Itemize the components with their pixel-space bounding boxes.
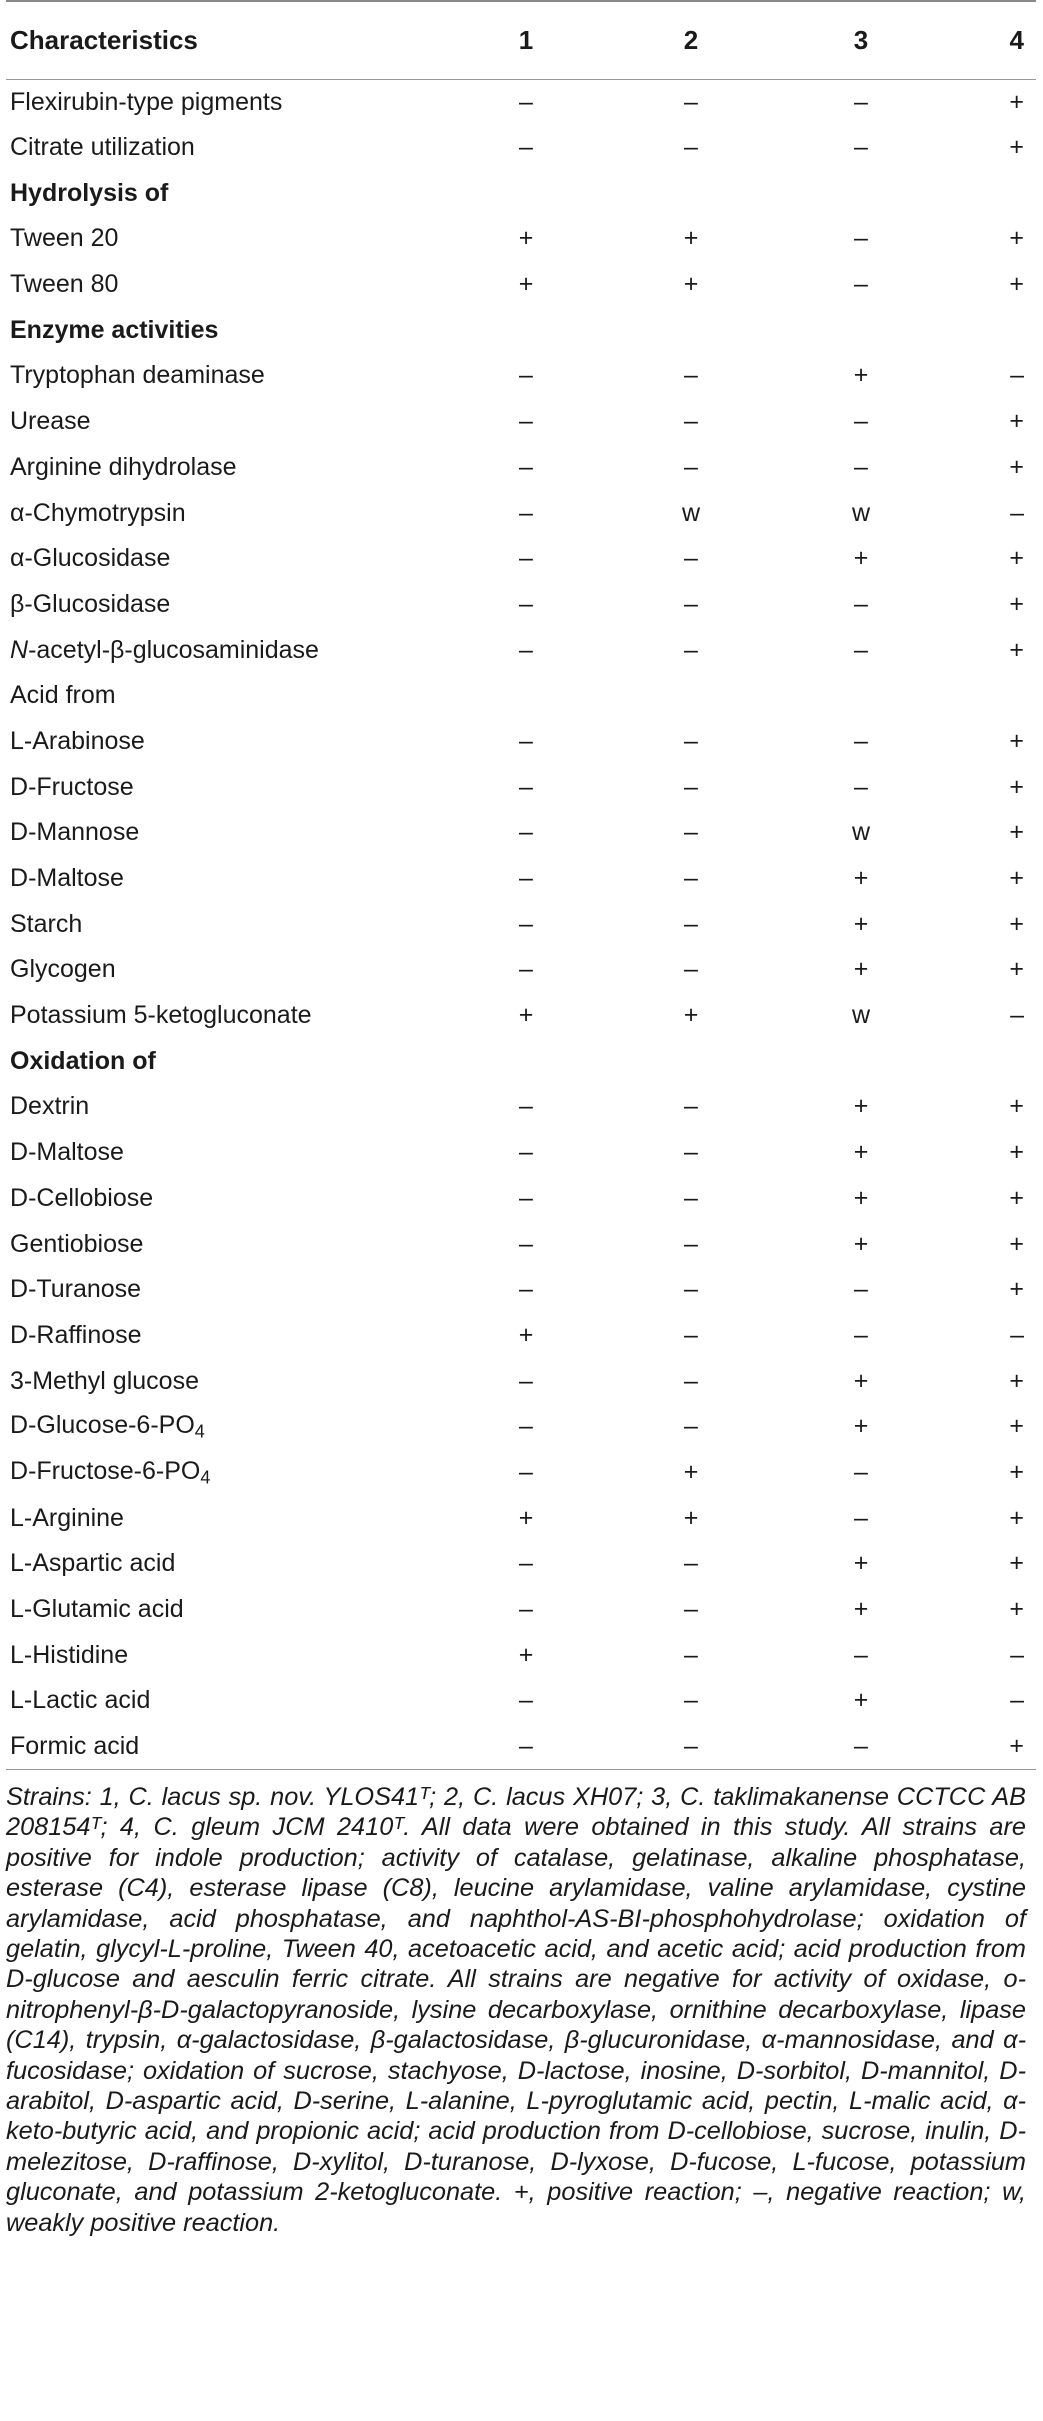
row-label xyxy=(6,216,446,262)
cell-strain-3: + xyxy=(853,1092,869,1121)
label-text: -Maltose xyxy=(28,1138,124,1167)
cell-strain-1: + xyxy=(518,1640,534,1669)
label-prefix: D xyxy=(10,772,29,801)
cell-strain-2: – xyxy=(684,1366,698,1395)
cell-strain-1: – xyxy=(519,772,533,801)
cell-strain-3: + xyxy=(853,544,869,573)
cell-strain-2: – xyxy=(684,909,698,938)
row-label xyxy=(6,1038,1036,1084)
cell-strain-2: – xyxy=(684,407,698,436)
table-row xyxy=(6,856,1036,902)
cell-strain-1: – xyxy=(519,1092,533,1121)
row-label xyxy=(6,719,446,765)
table-row xyxy=(6,1176,1036,1222)
cell-strain-1: – xyxy=(519,864,533,893)
header-strain-3: 3 xyxy=(853,24,869,55)
cell-strain-2: – xyxy=(684,726,698,755)
label-text: Formic acid xyxy=(10,1731,140,1760)
cell-strain-3: + xyxy=(853,1549,869,1578)
row-label xyxy=(6,856,446,902)
table-row xyxy=(6,1587,1036,1633)
label-text: -Glucose-6-PO xyxy=(28,1411,195,1440)
cell-strain-3: + xyxy=(853,361,869,390)
table-row xyxy=(6,1313,1036,1359)
table-row xyxy=(6,490,1036,536)
row-label xyxy=(6,1587,446,1633)
table-row xyxy=(6,1724,1036,1770)
cell-strain-3: – xyxy=(854,726,868,755)
label-text: Hydrolysis of xyxy=(10,178,169,207)
cell-strain-4: + xyxy=(1009,1092,1024,1121)
row-label xyxy=(6,1678,446,1724)
table-row xyxy=(6,1678,1036,1724)
table-row xyxy=(6,764,1036,810)
cell-strain-3: – xyxy=(854,1731,868,1760)
label-prefix: D xyxy=(10,1456,29,1485)
cell-strain-3: + xyxy=(853,1686,869,1715)
cell-strain-2: – xyxy=(684,1092,698,1121)
cell-strain-1: – xyxy=(519,818,533,847)
cell-strain-4: + xyxy=(1009,1503,1024,1532)
table-row xyxy=(6,993,1036,1039)
label-text: Flexirubin-type pigments xyxy=(10,87,283,116)
label-text: Dextrin xyxy=(10,1092,90,1121)
row-label xyxy=(6,125,446,171)
table-row xyxy=(6,627,1036,673)
table-row xyxy=(6,1450,1036,1496)
label-text: 3-Methyl glucose xyxy=(10,1366,199,1395)
cell-strain-2: + xyxy=(683,1503,699,1532)
row-label xyxy=(6,582,446,628)
cell-strain-4: + xyxy=(1009,133,1024,162)
cell-strain-4: + xyxy=(1009,1366,1024,1395)
cell-strain-1: – xyxy=(519,498,533,527)
cell-strain-3: w xyxy=(851,818,871,847)
cell-strain-4: + xyxy=(1009,452,1024,481)
table-row xyxy=(6,262,1036,308)
cell-strain-3: – xyxy=(854,270,868,299)
cell-strain-1: – xyxy=(519,1275,533,1304)
cell-strain-3: + xyxy=(853,1595,869,1624)
table-row xyxy=(6,445,1036,491)
cell-strain-1: – xyxy=(519,1595,533,1624)
cell-strain-4: + xyxy=(1009,1595,1024,1624)
label-prefix: L xyxy=(10,1503,24,1532)
table-row xyxy=(6,399,1036,445)
cell-strain-4: – xyxy=(1010,1001,1024,1030)
row-label xyxy=(6,353,446,399)
cell-strain-2: – xyxy=(684,1183,698,1212)
label-text: Glycogen xyxy=(10,955,116,984)
row-label xyxy=(6,262,446,308)
label-text: -Aspartic acid xyxy=(23,1549,176,1578)
label-prefix: D xyxy=(10,818,29,847)
row-label xyxy=(6,1450,446,1496)
table-row xyxy=(6,947,1036,993)
row-label xyxy=(6,1404,446,1450)
cell-strain-3: – xyxy=(854,407,868,436)
label-subscript: 4 xyxy=(200,1467,211,1488)
row-label xyxy=(6,810,446,856)
cell-strain-1: – xyxy=(519,589,533,618)
row-label xyxy=(6,1495,446,1541)
cell-strain-2: – xyxy=(684,1275,698,1304)
table-row xyxy=(6,1404,1036,1450)
cell-strain-3: – xyxy=(854,772,868,801)
cell-strain-2: – xyxy=(684,955,698,984)
label-text: Enzyme activities xyxy=(10,315,219,344)
row-label xyxy=(6,1313,446,1359)
characteristics-table xyxy=(6,0,1036,1770)
cell-strain-2: – xyxy=(684,133,698,162)
table-row xyxy=(6,810,1036,856)
row-label xyxy=(6,1724,446,1770)
cell-strain-4: + xyxy=(1009,407,1024,436)
cell-strain-3: – xyxy=(854,224,868,253)
cell-strain-1: + xyxy=(518,224,534,253)
cell-strain-4: + xyxy=(1009,1275,1024,1304)
row-label xyxy=(6,536,446,582)
label-text: -acetyl-β-glucosaminidase xyxy=(28,635,319,664)
table-row xyxy=(6,1130,1036,1176)
cell-strain-3: – xyxy=(854,589,868,618)
cell-strain-4: – xyxy=(1010,1320,1024,1349)
cell-strain-1: – xyxy=(519,1138,533,1167)
label-text: -Arabinose xyxy=(23,726,145,755)
cell-strain-2: – xyxy=(684,452,698,481)
label-prefix: D xyxy=(10,1138,29,1167)
cell-strain-3: w xyxy=(851,498,871,527)
cell-strain-2: – xyxy=(684,1731,698,1760)
cell-strain-3: – xyxy=(854,1503,868,1532)
table-footnote: Strains: 1, C. lacus sp. nov. YLOS41ᵀ; 2, C. lacus XH07; 3, C. taklimakanense CCTCC AB 208154ᵀ; 4, C. gleum JCM 2410ᵀ. All data were obtained in this study. All strains are positive for indole production; activity of catalase, gelatinase, alkaline phosphatase, esterase (C4), esterase lipase (C8), leucine arylamidase, valine arylamidase, cystine arylamidase, acid phosphatase, and naphthol-AS-BI-phosphohydrolase; oxidation of gelatin, glycyl-L-proline, Tween 40, acetoacetic acid, and acetic acid; acid production from D-glucose and aesculin ferric citrate. All strains are negative for activity of oxidase, o-nitrophenyl-β-D-galactopyranoside, lysine decarboxylase, ornithine decarboxylase, lipase (C14), trypsin, α-galactosidase, β-galactosidase, β-glucuronidase, α-mannosidase, and α-fucosidase; oxidation of sucrose, stachyose, D-lactose, inosine, D-sorbitol, D-mannitol, D-arabitol, D-aspartic acid, D-serine, L-alanine, L-pyroglutamic acid, pectin, L-malic acid, α-keto-butyric acid, and propionic acid; acid production from D-cellobiose, sucrose, inulin, D-melezitose, D-raffinose, D-xylitol, D-turanose, D-lyxose, D-fucose, L-fucose, potassium gluconate, and potassium 2-ketogluconate. +, positive reaction; –, negative reaction; w, weakly positive reaction. xyxy=(6,1782,1026,2237)
cell-strain-2: + xyxy=(683,270,699,299)
header-strain-2: 2 xyxy=(683,24,699,55)
row-label xyxy=(6,307,1036,353)
row-label xyxy=(6,993,446,1039)
table-row xyxy=(6,1495,1036,1541)
cell-strain-4: + xyxy=(1009,589,1024,618)
cell-strain-2: – xyxy=(684,1229,698,1258)
cell-strain-1: – xyxy=(519,1686,533,1715)
section-row xyxy=(6,307,1036,353)
cell-strain-1: – xyxy=(519,407,533,436)
label-text: Tween 80 xyxy=(10,270,119,299)
label-text: Starch xyxy=(10,909,83,938)
table-row xyxy=(6,536,1036,582)
label-text: Potassium 5-ketogluconate xyxy=(10,1001,312,1030)
row-label xyxy=(6,490,446,536)
cell-strain-4: + xyxy=(1009,270,1024,299)
label-prefix: D xyxy=(10,1275,29,1304)
row-label xyxy=(6,673,1036,719)
cell-strain-2: + xyxy=(683,1457,699,1486)
table-row xyxy=(6,1358,1036,1404)
label-prefix: D xyxy=(10,1183,29,1212)
cell-strain-2: – xyxy=(684,589,698,618)
cell-strain-1: – xyxy=(519,909,533,938)
cell-strain-4: + xyxy=(1009,1412,1024,1441)
label-text: Urease xyxy=(10,407,91,436)
label-prefix: L xyxy=(10,1595,24,1624)
cell-strain-4: + xyxy=(1009,955,1024,984)
cell-strain-1: – xyxy=(519,544,533,573)
cell-strain-3: – xyxy=(854,87,868,116)
label-text: α-Glucosidase xyxy=(10,544,171,573)
cell-strain-4: – xyxy=(1010,498,1024,527)
table-row xyxy=(6,1084,1036,1130)
table-row xyxy=(6,719,1036,765)
table-row xyxy=(6,1267,1036,1313)
cell-strain-4: – xyxy=(1010,361,1024,390)
cell-strain-4: + xyxy=(1009,224,1024,253)
table-row xyxy=(6,353,1036,399)
cell-strain-4: + xyxy=(1009,772,1024,801)
row-label xyxy=(6,1267,446,1313)
label-prefix: D xyxy=(10,1411,29,1440)
header-strain-1: 1 xyxy=(518,24,534,55)
cell-strain-4: + xyxy=(1009,1549,1024,1578)
cell-strain-1: – xyxy=(519,1183,533,1212)
label-prefix: N xyxy=(10,635,29,664)
cell-strain-3: + xyxy=(853,1366,869,1395)
cell-strain-1: – xyxy=(519,1457,533,1486)
label-text: -Histidine xyxy=(23,1640,129,1669)
table-row xyxy=(6,1632,1036,1678)
cell-strain-4: + xyxy=(1009,87,1024,116)
cell-strain-2: – xyxy=(684,864,698,893)
row-label xyxy=(6,1176,446,1222)
table-body xyxy=(6,79,1036,1769)
cell-strain-1: – xyxy=(519,1366,533,1395)
cell-strain-3: + xyxy=(853,1412,869,1441)
header-characteristics: Characteristics xyxy=(10,24,198,55)
row-label xyxy=(6,947,446,993)
cell-strain-1: – xyxy=(519,726,533,755)
row-label xyxy=(6,901,446,947)
cell-strain-4: + xyxy=(1009,1183,1024,1212)
table-row xyxy=(6,901,1036,947)
table-header xyxy=(6,1,1036,79)
table-row xyxy=(6,673,1036,719)
label-text: -Raffinose xyxy=(28,1320,142,1349)
cell-strain-3: + xyxy=(853,1183,869,1212)
cell-strain-1: – xyxy=(519,1731,533,1760)
label-prefix: L xyxy=(10,1686,24,1715)
cell-strain-2: – xyxy=(684,818,698,847)
label-text: -Fructose-6-PO xyxy=(28,1456,201,1485)
cell-strain-2: – xyxy=(684,87,698,116)
cell-strain-2: – xyxy=(684,1595,698,1624)
table-row xyxy=(6,1541,1036,1587)
section-row xyxy=(6,1038,1036,1084)
label-text: β-Glucosidase xyxy=(10,589,171,618)
cell-strain-2: + xyxy=(683,224,699,253)
cell-strain-3: – xyxy=(854,1320,868,1349)
cell-strain-1: – xyxy=(519,452,533,481)
cell-strain-3: – xyxy=(854,1457,868,1486)
label-prefix: D xyxy=(10,1320,29,1349)
cell-strain-4: – xyxy=(1010,1640,1024,1669)
table-row xyxy=(6,216,1036,262)
label-text: -Turanose xyxy=(28,1275,142,1304)
row-label xyxy=(6,445,446,491)
cell-strain-3: – xyxy=(854,133,868,162)
cell-strain-3: – xyxy=(854,1275,868,1304)
section-row xyxy=(6,170,1036,216)
table-row xyxy=(6,1221,1036,1267)
cell-strain-4: + xyxy=(1009,864,1024,893)
label-subscript: 4 xyxy=(194,1421,205,1442)
cell-strain-1: + xyxy=(518,1001,534,1030)
cell-strain-1: + xyxy=(518,1503,534,1532)
cell-strain-3: + xyxy=(853,1229,869,1258)
cell-strain-4: + xyxy=(1009,1731,1024,1760)
label-text: -Glutamic acid xyxy=(23,1595,184,1624)
cell-strain-2: – xyxy=(684,772,698,801)
cell-strain-3: – xyxy=(854,452,868,481)
label-text: Gentiobiose xyxy=(10,1229,144,1258)
cell-strain-4: + xyxy=(1009,1138,1024,1167)
row-label xyxy=(6,627,446,673)
label-text: Arginine dihydrolase xyxy=(10,452,237,481)
label-text: -Maltose xyxy=(28,864,124,893)
cell-strain-4: + xyxy=(1009,726,1024,755)
cell-strain-3: – xyxy=(854,1640,868,1669)
cell-strain-2: – xyxy=(684,361,698,390)
cell-strain-1: – xyxy=(519,87,533,116)
cell-strain-3: w xyxy=(851,1001,871,1030)
cell-strain-1: + xyxy=(518,1320,534,1349)
cell-strain-2: – xyxy=(684,1549,698,1578)
label-text: Acid from xyxy=(10,681,116,710)
row-label xyxy=(6,764,446,810)
cell-strain-1: + xyxy=(518,270,534,299)
label-text: -Mannose xyxy=(28,818,140,847)
row-label xyxy=(6,399,446,445)
label-text: α-Chymotrypsin xyxy=(10,498,186,527)
cell-strain-1: – xyxy=(519,1549,533,1578)
cell-strain-2: – xyxy=(684,1138,698,1167)
cell-strain-4: + xyxy=(1009,909,1024,938)
label-text: -Lactic acid xyxy=(23,1686,151,1715)
label-prefix: D xyxy=(10,864,29,893)
cell-strain-2: – xyxy=(684,635,698,664)
label-text: -Fructose xyxy=(28,772,134,801)
label-text: Oxidation of xyxy=(10,1046,156,1075)
row-label xyxy=(6,79,446,125)
cell-strain-4: – xyxy=(1010,1686,1024,1715)
cell-strain-2: – xyxy=(684,1412,698,1441)
row-label xyxy=(6,1358,446,1404)
row-label xyxy=(6,170,1036,216)
cell-strain-2: – xyxy=(684,1320,698,1349)
label-text: Citrate utilization xyxy=(10,133,195,162)
table-row xyxy=(6,582,1036,628)
header-strain-4: 4 xyxy=(1009,24,1024,55)
cell-strain-2: – xyxy=(684,1686,698,1715)
cell-strain-2: – xyxy=(684,1640,698,1669)
row-label xyxy=(6,1632,446,1678)
cell-strain-2: – xyxy=(684,544,698,573)
cell-strain-1: – xyxy=(519,955,533,984)
cell-strain-3: + xyxy=(853,955,869,984)
cell-strain-2: + xyxy=(683,1001,699,1030)
cell-strain-4: + xyxy=(1009,544,1024,573)
row-label xyxy=(6,1221,446,1267)
cell-strain-3: – xyxy=(854,635,868,664)
cell-strain-1: – xyxy=(519,1412,533,1441)
cell-strain-4: + xyxy=(1009,1229,1024,1258)
cell-strain-1: – xyxy=(519,133,533,162)
label-prefix: L xyxy=(10,726,24,755)
cell-strain-1: – xyxy=(519,361,533,390)
table-row xyxy=(6,79,1036,125)
cell-strain-1: – xyxy=(519,1229,533,1258)
cell-strain-3: + xyxy=(853,909,869,938)
label-text: -Cellobiose xyxy=(28,1183,154,1212)
cell-strain-3: + xyxy=(853,1138,869,1167)
cell-strain-4: + xyxy=(1009,1457,1024,1486)
header-row xyxy=(6,1,1036,79)
cell-strain-4: + xyxy=(1009,818,1024,847)
cell-strain-4: + xyxy=(1009,635,1024,664)
cell-strain-2: w xyxy=(681,498,701,527)
label-prefix: L xyxy=(10,1549,24,1578)
cell-strain-3: + xyxy=(853,864,869,893)
label-text: -Arginine xyxy=(23,1503,124,1532)
label-text: Tryptophan deaminase xyxy=(10,361,265,390)
cell-strain-1: – xyxy=(519,635,533,664)
table-row xyxy=(6,125,1036,171)
row-label xyxy=(6,1541,446,1587)
row-label xyxy=(6,1084,446,1130)
label-text: Tween 20 xyxy=(10,224,119,253)
row-label xyxy=(6,1130,446,1176)
label-prefix: L xyxy=(10,1640,24,1669)
